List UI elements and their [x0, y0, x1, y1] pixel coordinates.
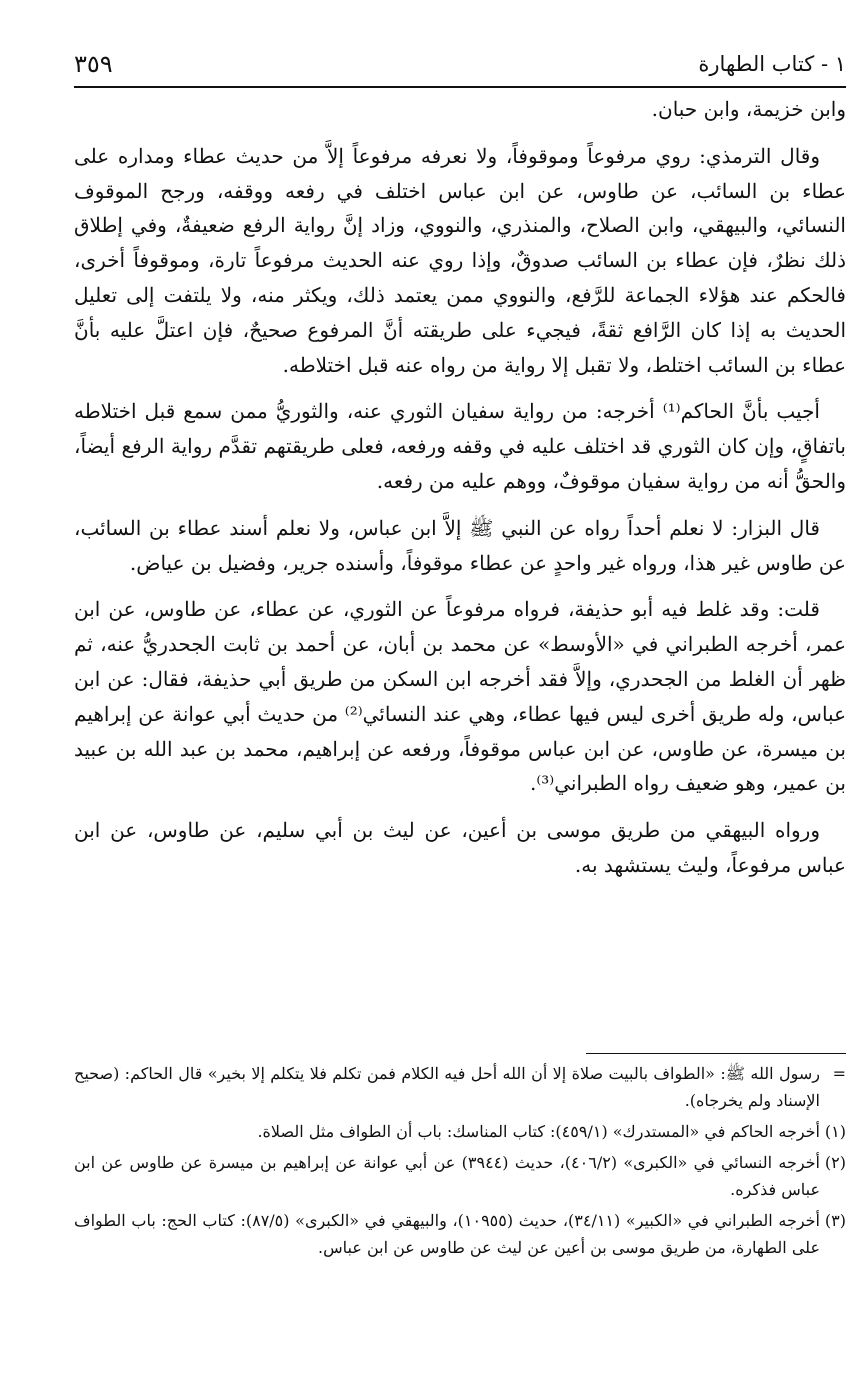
paragraph: قلت: وقد غلط فيه أبو حذيفة، فرواه مرفوعاً عن الثوري، عن عطاء، عن طاوس، عن ابن عمر، أخرجه الطبراني في «الأوسط» عن محمد بن أبان، عن أحمد بن ثابت الجحدريُّ عنه، ثم ظهر أن الغلط من الجحدري، وإلاَّ فقد أخرجه ابن السكن من طريق أبي حذيفة، فقال: عن ابن عباس، وله طريق أخرى ليس فيها عطاء، وهي عند النسائي⁽²⁾ من حديث أبي عوانة عن إبراهيم بن ميسرة، عن طاوس، عن ابن عباس موقوفاً، ورفعه عن إبراهيم، محمد بن عبد الله بن عبيد بن عمير، وهو ضعيف رواه الطبراني⁽³⁾. [74, 597, 847, 796]
paragraph: أجيب بأنَّ الحاكم⁽¹⁾ أخرجه: من رواية سفيان الثوري عنه، والثوريُّ ممن سمع قبل اختلاطه باتفاقٍ، وإن كان الثوري قد اختلف عليه في وقفه ورفعه، فعلى طريقتهم تقدَّم رواية الرفع أيضاً، والحقُّ أنه من رواية سفيان موقوفٌ، ووهم عليه من رفعه. [74, 399, 846, 493]
footnote-divider [586, 1053, 846, 1054]
footnote-continuation [74, 1060, 846, 1114]
footnote-3 [74, 1207, 846, 1261]
paragraph: وابن خزيمة، وابن حبان. [651, 97, 846, 121]
footnote-text: أخرجه النسائي في «الكبرى» (٤٠٦/٢)، حديث (٣٩٤٤) عن أبي عوانة عن إبراهيم بن ميسرة عن طاوس عن ابن عباس فذكره. [74, 1153, 821, 1199]
page-header [74, 42, 846, 88]
footnote-text: أخرجه الحاكم في «المستدرك» (٤٥٩/١): كتاب المناسك: باب أن الطواف مثل الصلاة. [257, 1122, 820, 1141]
paragraph: قال البزار: لا نعلم أحداً رواه عن النبي ﷺ إلاَّ ابن عباس، ولا نعلم أسند عطاء بن السائب، عن طاوس غير هذا، ورواه غير واحدٍ عن عطاء موقوفاً، وأسنده جرير، وفضيل بن عياض. [74, 515, 846, 575]
footnote-number: (١) [824, 1122, 846, 1141]
footnote-2 [74, 1149, 846, 1203]
footnote-number: (٢) [824, 1153, 846, 1172]
footnotes [74, 1053, 846, 1265]
footnote-text: أخرجه الطبراني في «الكبير» (٣٤/١١)، حديث (١٠٩٥٥)، والبيهقي في «الكبرى» (٨٧/٥): كتاب الحج: باب الطواف على الطهارة، من طريق موسى بن أعين عن ليث عن طاوس عن ابن عباس. [74, 1211, 820, 1257]
footnote-text: رسول الله ﷺ: «الطواف بالبيت صلاة إلا أن الله أحل فيه الكلام فمن تكلم فلا يتكلم إلا بخير» قال الحاكم: (صحيح الإسناد ولم يخرجاه). [74, 1064, 821, 1110]
page-number: ٣٥٩ [74, 50, 113, 78]
continuation-mark: = [832, 1064, 846, 1083]
paragraph: ورواه البيهقي من طريق موسى بن أعين، عن ليث بن أبي سليم، عن طاوس، عن ابن عباس مرفوعاً، وليث يستشهد به. [74, 818, 846, 877]
chapter-title: ١ - كتاب الطهارة [698, 52, 846, 76]
footnote-1 [74, 1118, 846, 1145]
footnote-number: (٣) [824, 1211, 846, 1230]
main-text [74, 92, 846, 895]
paragraph: وقال الترمذي: روي مرفوعاً وموقوفاً، ولا نعرفه مرفوعاً إلاَّ من حديث عطاء ومداره على عطاء بن السائب، عن طاوس، عن ابن عباس اختلف في رفعه ووقفه، ورجح الموقوف النسائي، والبيهقي، وابن الصلاح، والمنذري، والنووي، وزاد إنَّ رواية الرفع ضعيفةٌ، وفي إطلاق ذلك نظرٌ، فإن عطاء بن السائب صدوقٌ، وإذا روي عنه الحديث مرفوعاً تارة، وموقوفاً أخرى، فالحكم عند هؤلاء الجماعة للرَّفع، والنووي ممن يعتمد ذلك، ويكثر منه، ولا يلتفت إلى تعليل الحديث به إذا كان الرَّافع ثقةً، فيجيء على طريقته أنَّ المرفوع صحيحٌ، فإن اعتلَّ عليه بأنَّ عطاء بن السائب اختلط، ولا تقبل إلا رواية من رواه عنه قبل اختلاطه. [74, 143, 846, 377]
